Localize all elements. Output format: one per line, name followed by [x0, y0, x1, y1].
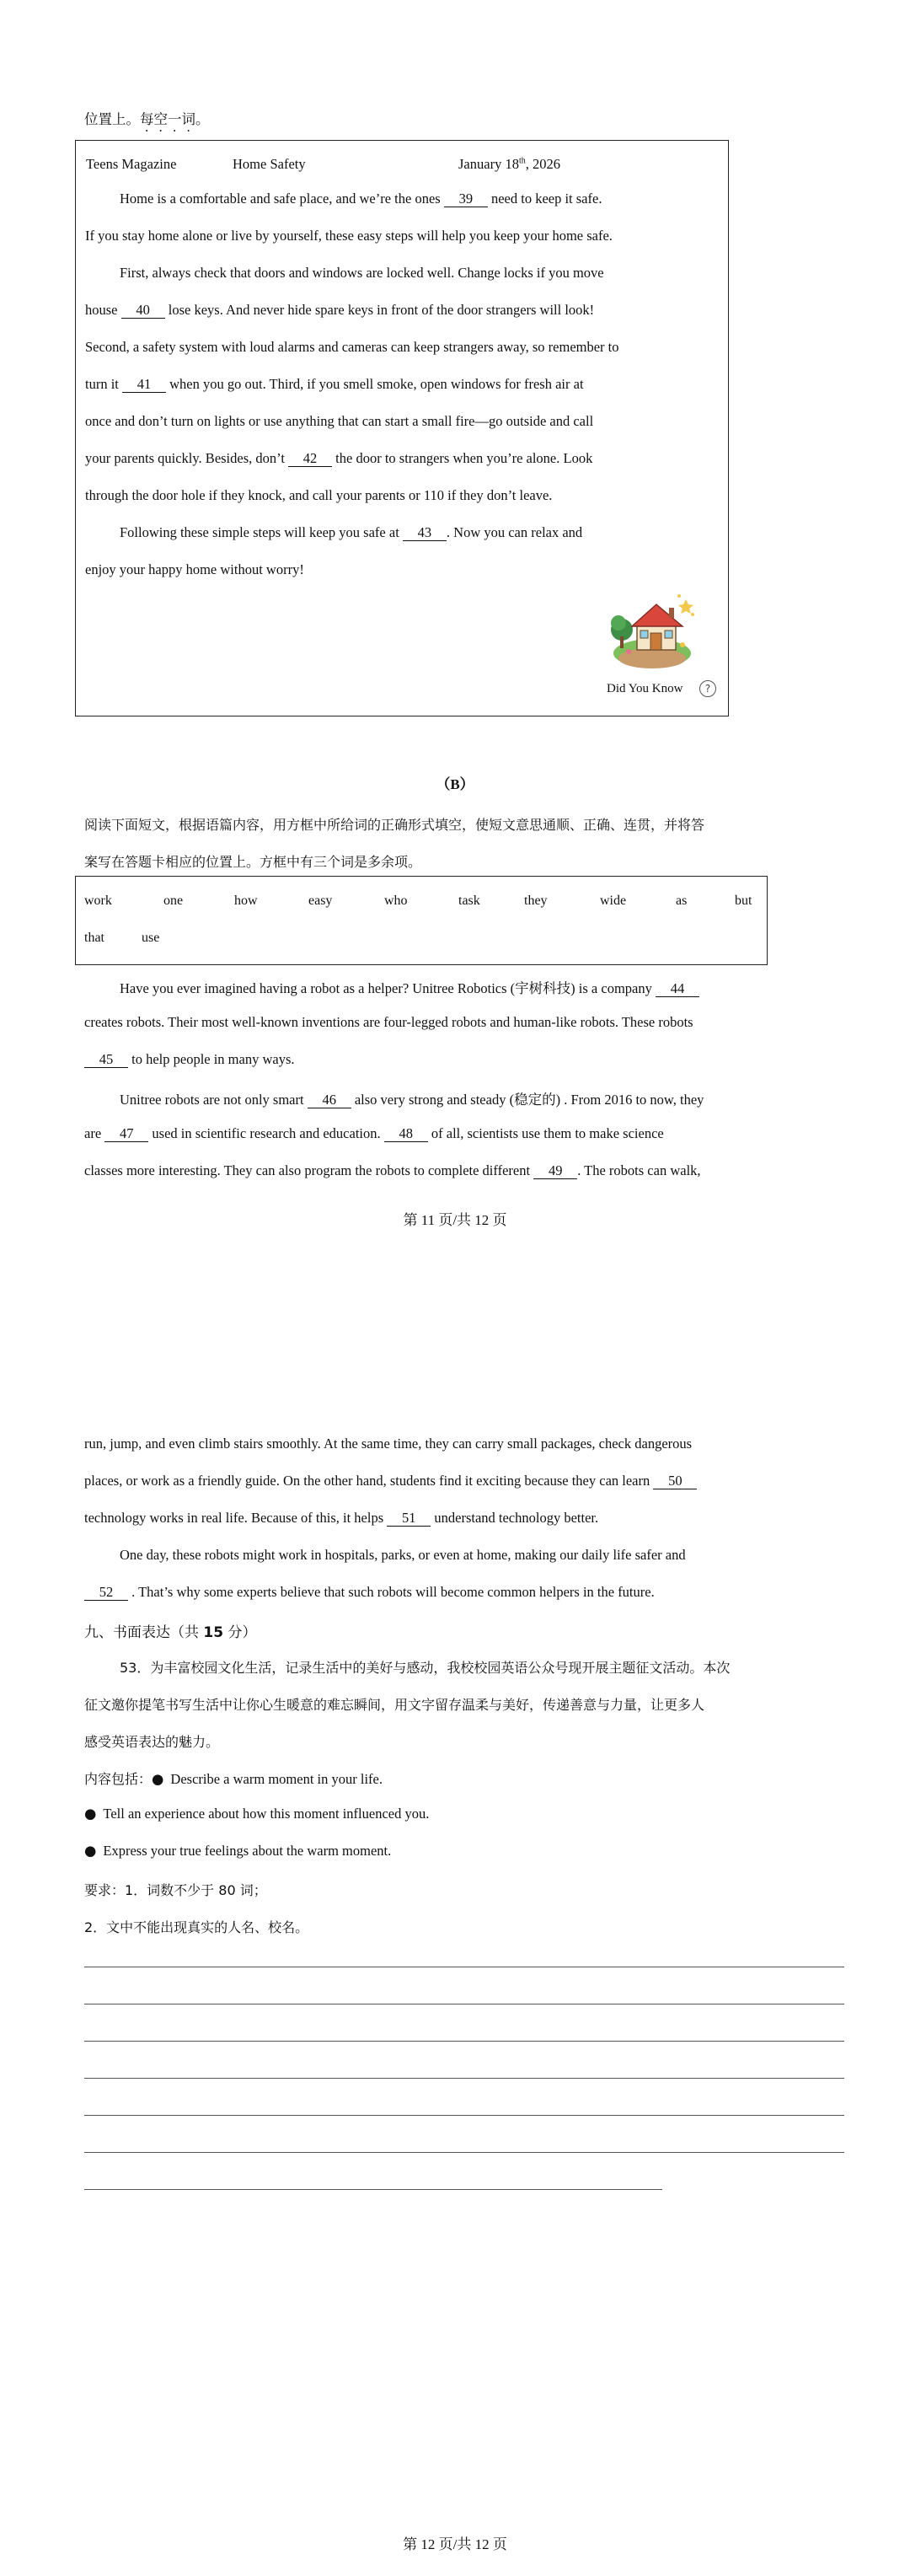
content-point	[84, 1843, 391, 1860]
notice-line	[85, 413, 593, 430]
answer-blank-50[interactable]: 50	[653, 1473, 697, 1489]
requirement-line: 要求：1．词数不少于 80 词；	[84, 1882, 267, 1898]
answer-blank-45[interactable]: 45	[84, 1052, 128, 1068]
text-line	[120, 1088, 704, 1108]
intro-text: 位置上。	[84, 111, 140, 127]
text-segment: Following these simple steps will keep you safe at	[120, 524, 403, 540]
notice-line	[85, 487, 552, 504]
text-segment: One day, these robots might work in hospitals, parks, or even at home, making our daily life safer and	[120, 1547, 686, 1563]
text-line	[84, 1051, 295, 1068]
writing-prompt-line: 53．为丰富校园文化生活，记录生活中的美好与感动，我校校园英语公众号现开展主题征文活动。本次	[120, 1660, 731, 1676]
answer-blank-52[interactable]: 52	[84, 1585, 128, 1601]
help-icon[interactable]: ?	[699, 680, 716, 697]
answer-line[interactable]	[84, 2078, 844, 2079]
instruction-line: 案写在答题卡相应的位置上。方框中有三个词是多余项。	[84, 854, 422, 870]
answer-line[interactable]	[84, 2041, 844, 2042]
notice-date-sup: th	[518, 156, 526, 166]
answer-blank-46[interactable]: 46	[308, 1092, 351, 1108]
text-segment: Second, a safety system with loud alarms and cameras can keep strangers away, so remember to	[85, 339, 619, 355]
notice-date-main: January 18	[458, 156, 519, 172]
writing-heading-a: 九、书面表达（共	[84, 1624, 204, 1641]
text-line	[84, 1584, 655, 1601]
answer-line[interactable]	[84, 2189, 662, 2190]
notice-line	[120, 265, 604, 282]
text-line	[120, 977, 699, 997]
text-segment: when you go out. Third, if you smell smoke, open windows for fresh air at	[166, 376, 584, 392]
text-segment: run, jump, and even climb stairs smoothly. At the same time, they can carry small packages, check dangerous	[84, 1436, 693, 1452]
text-line	[84, 1125, 664, 1142]
answer-blank-42[interactable]: 42	[288, 451, 332, 467]
content-label: 内容包括：	[84, 1771, 153, 1787]
text-line	[84, 1014, 693, 1031]
intro-dotted: 每空一词	[140, 111, 195, 127]
notice-line	[85, 228, 613, 244]
instruction-line: 阅读下面短文，根据语篇内容，用方框中所给词的正确形式填空，使短文意思通顺、正确、连贯，并将答	[84, 817, 705, 833]
notice-line	[120, 524, 582, 541]
text-segment: . Now you can relax and	[446, 524, 583, 540]
text-segment: . The robots can walk,	[577, 1162, 701, 1178]
answer-blank-41[interactable]: 41	[122, 377, 166, 393]
answer-blank-49[interactable]: 49	[533, 1163, 577, 1179]
word-bank-item: who	[384, 894, 408, 908]
section-b-heading: （B）	[436, 776, 474, 792]
text-segment: Home is a comfortable and safe place, and we’re the ones	[120, 191, 444, 207]
content-point-text: Express your true feelings about the warm moment.	[103, 1843, 392, 1859]
text-segment: classes more interesting. They can also program the robots to complete different	[84, 1162, 534, 1178]
notice-line	[85, 561, 304, 578]
bullet-icon: ●	[84, 1806, 97, 1822]
writing-prompt-line: 感受英语表达的魅力。	[84, 1734, 220, 1750]
word-bank-item: that	[84, 931, 104, 945]
text-segment: First, always check that doors and windows are locked well. Change locks if you move	[120, 265, 604, 281]
content-point-text: Tell an experience about how this moment influenced you.	[103, 1806, 430, 1822]
text-segment: places, or work as a friendly guide. On the other hand, students find it exciting because they can learn	[84, 1473, 654, 1489]
text-segment: house	[85, 302, 121, 318]
notice-line	[120, 191, 602, 207]
word-bank-box	[75, 876, 768, 965]
notice-date	[458, 156, 560, 173]
text-segment: through the door hole if they knock, and call your parents or 110 if they don’t leave.	[85, 487, 553, 503]
answer-blank-51[interactable]: 51	[387, 1511, 431, 1527]
answer-blank-40[interactable]: 40	[121, 303, 165, 319]
writing-prompt-line: 征文邀你提笔书写生活中让你心生暖意的难忘瞬间，用文字留存温柔与美好，传递善意与力量，让更多人	[84, 1697, 705, 1713]
text-segment: technology works in real life. Because of this, it helps	[84, 1510, 388, 1526]
text-line	[84, 1162, 701, 1179]
text-segment: Have you ever imagined having a robot as a helper? Unitree Robotics (宇树科技) is a company	[120, 980, 656, 996]
word-bank-item: as	[676, 894, 688, 908]
notice-topic: Home Safety	[233, 156, 306, 172]
text-segment: lose keys. And never hide spare keys in front of the door strangers will look!	[164, 302, 595, 318]
text-segment: enjoy your happy home without worry!	[85, 561, 304, 577]
text-segment: of all, scientists use them to make science	[427, 1125, 664, 1141]
notice-line	[85, 302, 594, 319]
intro-end: 。	[195, 111, 210, 127]
word-bank-item: they	[524, 894, 548, 908]
text-segment: the door to strangers when you’re alone. Look	[332, 450, 593, 466]
text-segment: once and don’t turn on lights or use anything that can start a small fire—go outside and call	[85, 413, 594, 429]
notice-magazine: Teens Magazine	[86, 156, 177, 172]
intro-tail	[84, 108, 210, 135]
text-segment: to help people in many ways.	[128, 1051, 295, 1067]
text-segment: creates robots. Their most well-known inventions are four-legged robots and human-like robots. These robots	[84, 1014, 693, 1030]
text-line	[120, 1547, 686, 1564]
text-segment: turn it	[85, 376, 122, 392]
word-bank-item: easy	[308, 894, 333, 908]
notice-box	[75, 140, 729, 716]
text-line	[84, 1473, 697, 1489]
text-segment: also very strong and steady (稳定的) . From 2016 to now, they	[351, 1092, 704, 1108]
word-bank-item: work	[84, 894, 112, 908]
word-bank-item: wide	[600, 894, 627, 908]
requirement-line: 2．文中不能出现真实的人名、校名。	[84, 1919, 309, 1935]
writing-heading-c: 分）	[223, 1624, 257, 1641]
notice-line	[85, 450, 592, 467]
word-bank-item: how	[234, 894, 258, 908]
did-you-know-label: Did You Know	[607, 682, 683, 695]
page-number-12: 第 12 页/共 12 页	[403, 2536, 507, 2552]
bullet-icon: ●	[84, 1843, 97, 1859]
text-segment: are	[84, 1125, 105, 1141]
text-segment: used in scientific research and education.	[148, 1125, 384, 1141]
content-point	[84, 1768, 383, 1788]
writing-heading	[84, 1620, 256, 1641]
house-illustration	[605, 593, 708, 674]
answer-line[interactable]	[84, 2115, 844, 2116]
word-bank-item: use	[142, 931, 160, 945]
text-segment: . That’s why some experts believe that such robots will become common helpers in the future.	[128, 1584, 655, 1600]
text-line	[84, 1436, 692, 1452]
answer-blank-39[interactable]: 39	[444, 191, 488, 207]
text-segment: If you stay home alone or live by yourself, these easy steps will help you keep your home safe.	[85, 228, 613, 244]
word-bank-item: one	[163, 894, 184, 908]
page-number-11: 第 11 页/共 12 页	[403, 1212, 507, 1228]
content-point-text: Describe a warm moment in your life.	[170, 1771, 383, 1787]
answer-blank-47[interactable]: 47	[104, 1126, 148, 1142]
answer-blank-43[interactable]: 43	[403, 525, 447, 541]
word-bank-item: task	[458, 894, 480, 908]
answer-line[interactable]	[84, 2152, 844, 2153]
notice-line	[85, 339, 619, 356]
notice-line	[85, 376, 584, 393]
text-segment: need to keep it safe.	[487, 191, 602, 207]
bullet-icon: ●	[152, 1771, 164, 1787]
text-segment: your parents quickly. Besides, don’t	[85, 450, 289, 466]
word-bank-item: but	[735, 894, 752, 908]
text-segment: Unitree robots are not only smart	[120, 1092, 308, 1108]
answer-blank-44[interactable]: 44	[656, 981, 699, 997]
answer-blank-48[interactable]: 48	[384, 1126, 428, 1142]
writing-heading-score: 15	[203, 1624, 224, 1641]
notice-date-year: , 2026	[525, 156, 560, 172]
text-line	[84, 1510, 598, 1527]
content-point	[84, 1806, 429, 1822]
text-segment: understand technology better.	[431, 1510, 599, 1526]
